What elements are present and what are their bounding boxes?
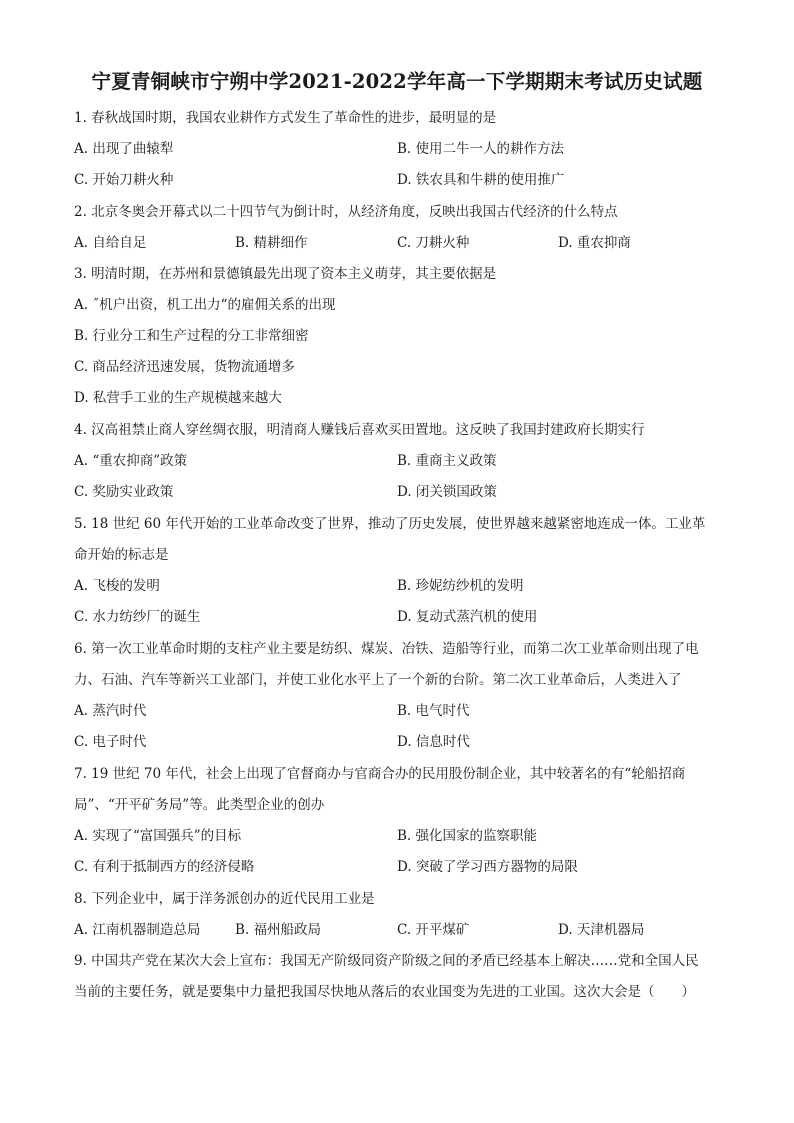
question-5-option-a: A. 飞梭的发明	[74, 578, 160, 594]
question-5-option-c: C. 水力纺纱厂的诞生	[74, 609, 201, 625]
question-3-option-b: B. 行业分工和生产过程的分工非常细密	[74, 328, 309, 344]
question-1-option-c: C. 开始刀耕火种	[74, 172, 174, 188]
question-4-option-a: A. “重农抑商”政策	[74, 453, 188, 469]
question-4-option-b: B. 重商主义政策	[397, 453, 497, 469]
question-7-option-a: A. 实现了“富国强兵”的目标	[74, 828, 242, 844]
question-8-option-a: A. 江南机器制造总局	[74, 922, 201, 938]
question-7-option-b: B. 强化国家的监察职能	[397, 828, 538, 844]
page-title: 宁夏青铜峡市宁朔中学2021-2022学年高一下学期期末考试历史试题	[91, 70, 703, 93]
question-6-stem-line-1: 6. 第一次工业革命时期的支柱产业主要是纺织、煤炭、冶铁、造船等行业，而第二次工业革命则出现了电	[74, 641, 699, 657]
question-7-option-c: C. 有利于抵制西方的经济侵略	[74, 859, 255, 875]
question-3-option-a: A. ˝机户出资，机工出力“的雇佣关系的出现	[74, 297, 336, 313]
question-2-stem: 2. 北京冬奥会开幕式以二十四节气为倒计时，从经济角度，反映出我国古代经济的什么特点	[74, 204, 618, 220]
question-7-stem-line-1: 7. 19 世纪 70 年代，社会上出现了官督商办与官商合办的民用股份制企业，其中较著名的有“轮船招商	[74, 766, 686, 782]
question-2-option-a: A. 自给自足	[74, 235, 147, 251]
question-5-stem-line-1: 5. 18 世纪 60 年代开始的工业革命改变了世界，推动了历史发展，使世界越来越紧密地连成一体。工业革	[74, 516, 706, 532]
question-4-option-c: C. 奖励实业政策	[74, 484, 174, 500]
question-1-option-d: D. 铁农具和牛耕的使用推广	[397, 172, 565, 188]
question-7-option-d: D. 突破了学习西方器物的局限	[397, 859, 578, 875]
question-1-option-a: A. 出现了曲辕犁	[74, 141, 174, 157]
question-9-stem-line-1: 9. 中国共产党在某次大会上宣布：我国无产阶级同资产阶级之间的矛盾已经基本上解决……党和全国人民	[74, 953, 699, 969]
question-6-option-d: D. 信息时代	[397, 734, 470, 750]
question-6-option-c: C. 电子时代	[74, 734, 147, 750]
question-2-option-c: C. 刀耕火种	[397, 235, 470, 251]
question-2-option-d: D. 重农抑商	[558, 235, 631, 251]
question-5-stem-line-2: 命开始的标志是	[74, 547, 169, 563]
question-3-option-c: C. 商品经济迅速发展，货物流通增多	[74, 359, 295, 375]
question-5-option-d: D. 复动式蒸汽机的使用	[397, 609, 538, 625]
question-1-option-b: B. 使用二牛一人的耕作方法	[397, 141, 565, 157]
question-1-stem: 1. 春秋战国时期，我国农业耕作方式发生了革命性的进步，最明显的是	[74, 110, 497, 126]
question-8-stem: 8. 下列企业中，属于洋务派创办的近代民用工业是	[74, 891, 375, 907]
question-4-stem: 4. 汉高祖禁止商人穿丝绸衣服，明清商人赚钱后喜欢买田置地。这反映了我国封建政府长期实行	[74, 422, 645, 438]
question-5-option-b: B. 珍妮纺纱机的发明	[397, 578, 524, 594]
question-2-option-b: B. 精耕细作	[235, 235, 308, 251]
question-6-option-a: A. 蒸汽时代	[74, 703, 147, 719]
question-9-stem-line-2: 当前的主要任务，就是要集中力量把我国尽快地从落后的农业国变为先进的工业国。这次大会是（ ）	[74, 984, 695, 1000]
question-8-option-d: D. 天津机器局	[558, 922, 645, 938]
question-8-option-b: B. 福州船政局	[235, 922, 322, 938]
question-8-option-c: C. 开平煤矿	[397, 922, 470, 938]
question-7-stem-line-2: 局”、“开平矿务局”等。此类型企业的创办	[74, 797, 325, 813]
question-6-option-b: B. 电气时代	[397, 703, 470, 719]
question-3-option-d: D. 私营手工业的生产规模越来越大	[74, 390, 282, 406]
question-4-option-d: D. 闭关锁国政策	[397, 484, 497, 500]
question-6-stem-line-2: 力、石油、汽车等新兴工业部门，并使工业化水平上了一个新的台阶。第二次工业革命后，人类进入了	[74, 672, 682, 688]
question-3-stem: 3. 明清时期，在苏州和景德镇最先出现了资本主义萌芽，其主要依据是	[74, 266, 497, 282]
